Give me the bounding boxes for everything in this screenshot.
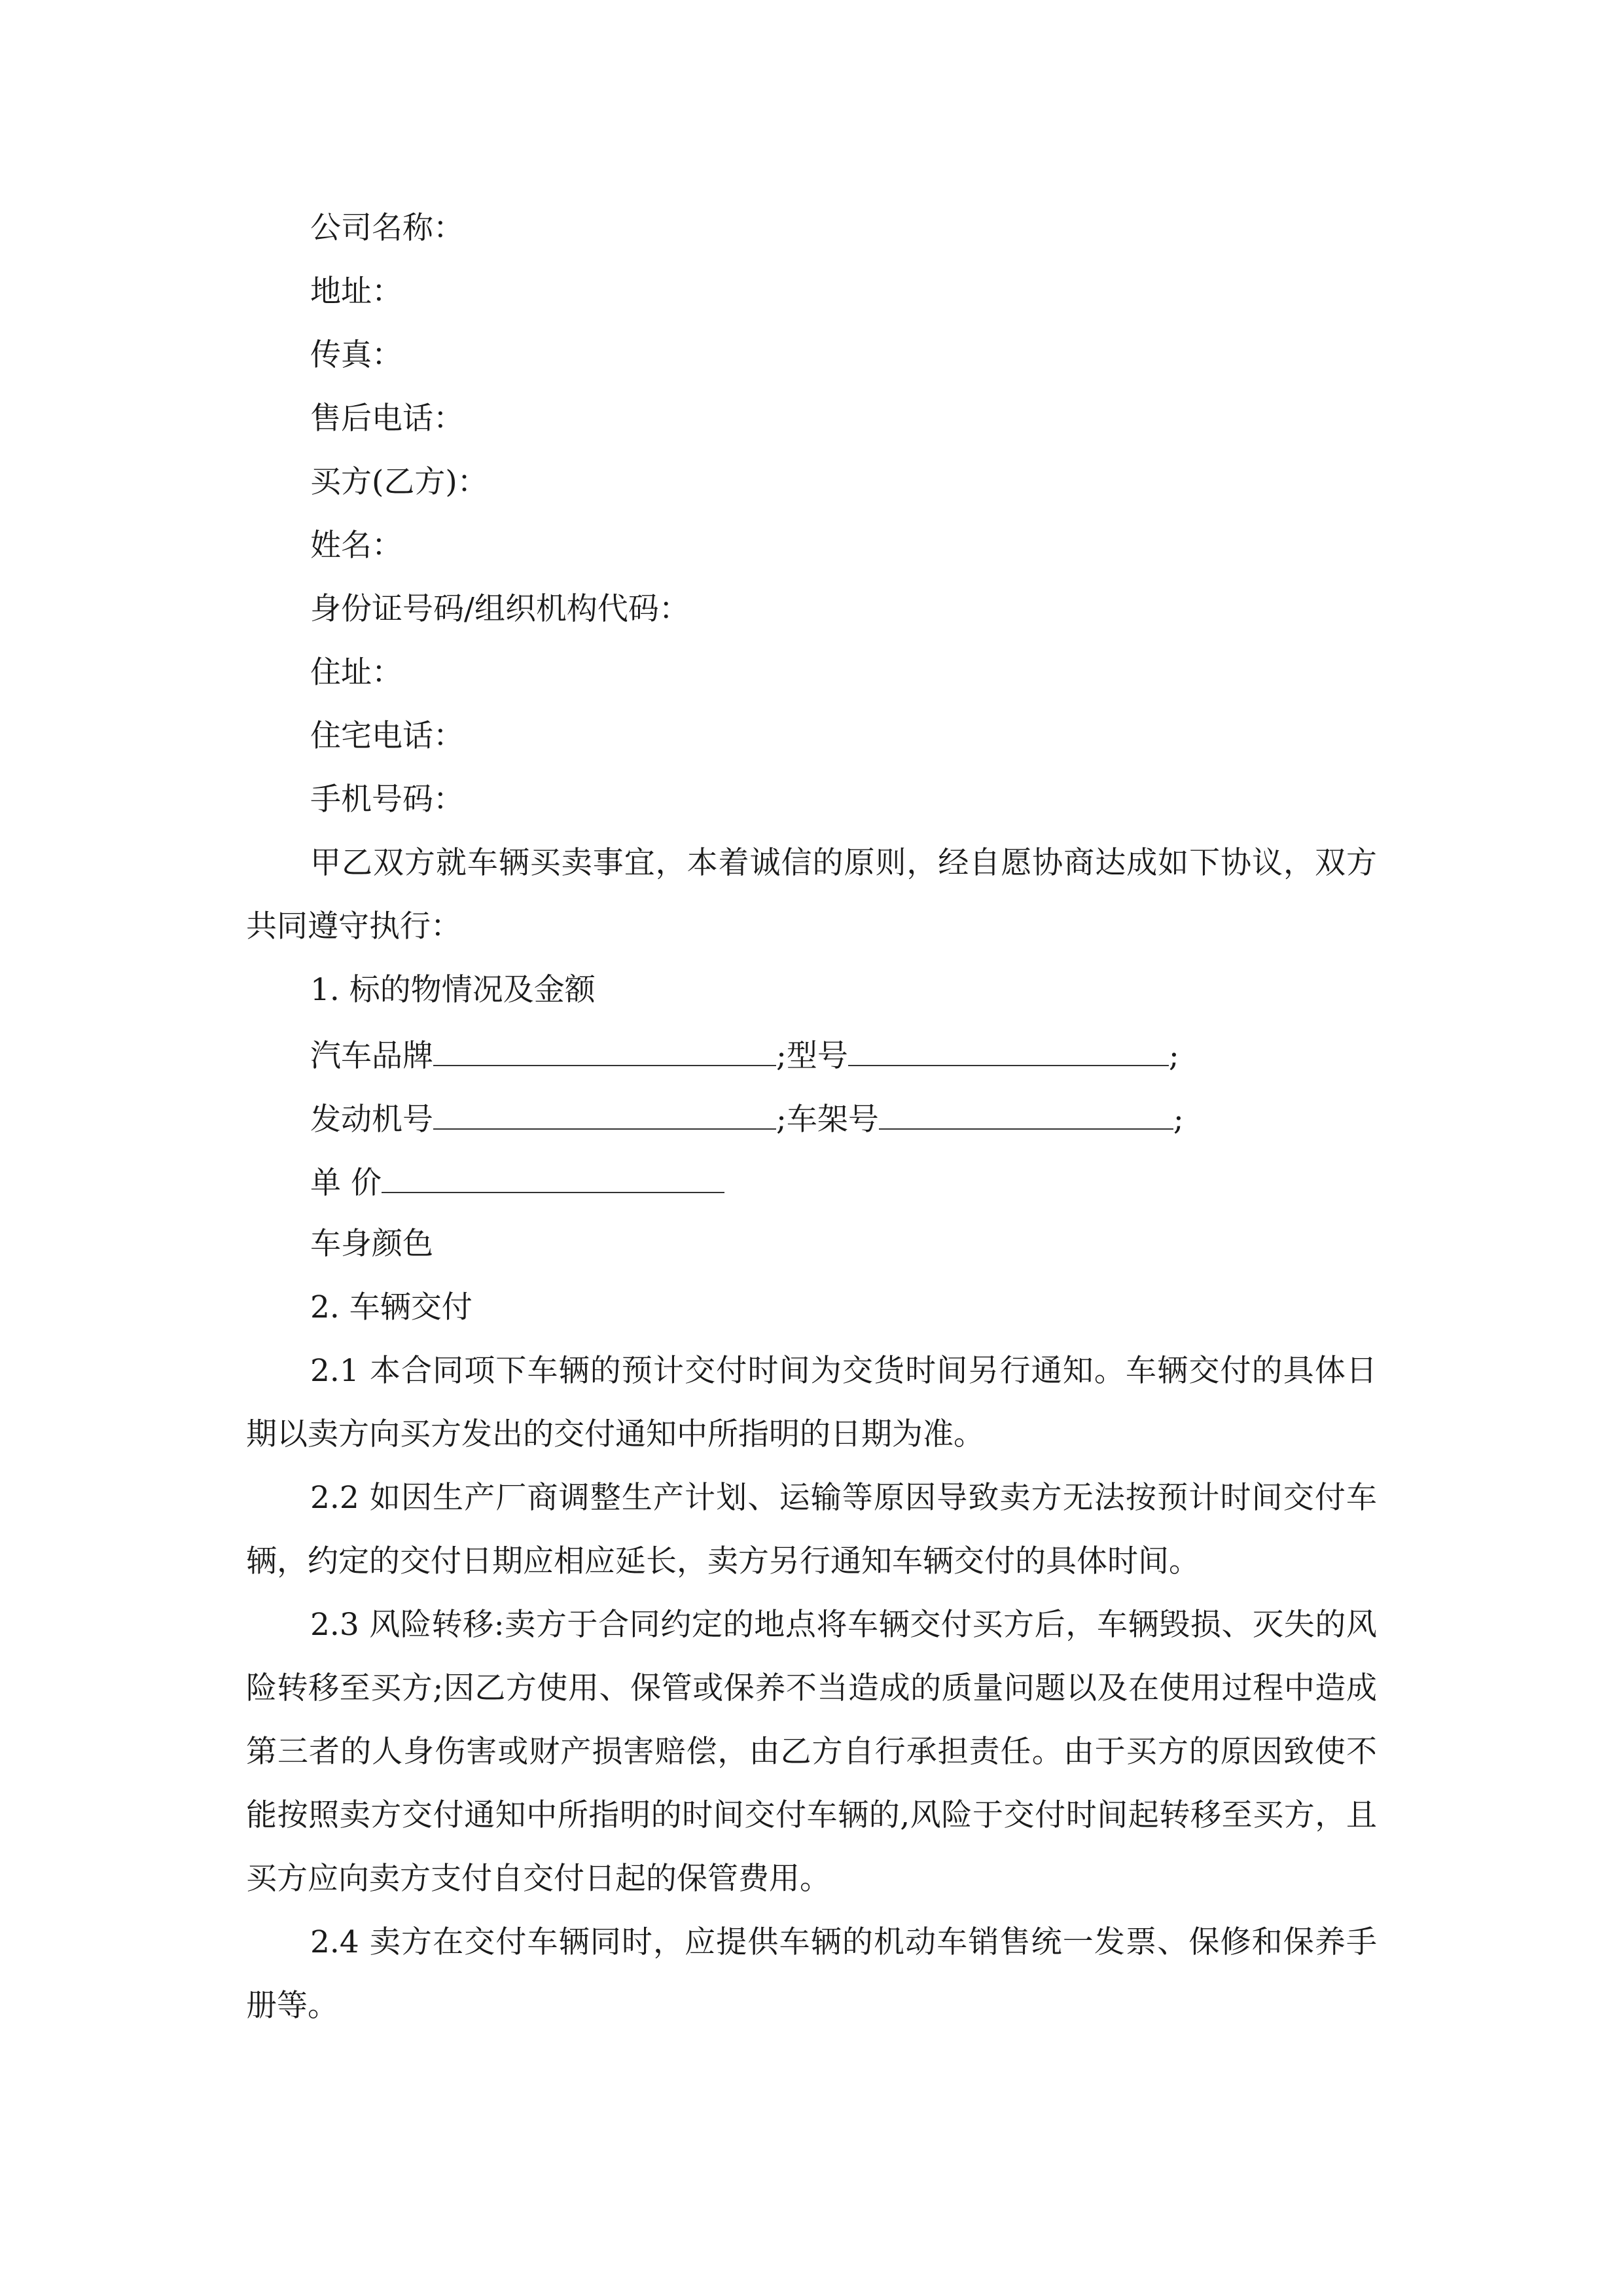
model-blank [848, 1022, 1169, 1066]
buyer-residence-field: 住址： [310, 655, 402, 691]
company-name-field: 公司名称： [310, 210, 464, 246]
semicolon: ; [1173, 1102, 1184, 1138]
clause-2-3: 2.3 风险转移:卖方于合同约定的地点将车辆交付买方后，车辆毁损、灭失的风险转移至买方;因乙方使用、保管或保养不当造成的质量问题以及在使用过程中造成第三者的人身伤害或财产损害赔偿，由乙方自行承担责任。由于买方的原因致使不能按照卖方交付通知中所指明的时间交付车辆的,风险于交付时间起转移至买方，且买方应向卖方支付自交付日起的保管费用。 [246, 1607, 1377, 1897]
section2-title: 2. 车辆交付 [310, 1289, 473, 1325]
buyer-name-field: 姓名： [310, 528, 402, 564]
price-label: 单 价 [310, 1165, 382, 1201]
frame-blank [879, 1085, 1173, 1130]
brand-blank [433, 1022, 776, 1066]
clause-2-4: 2.4 卖方在交付车辆同时，应提供车辆的机动车销售统一发票、保修和保养手册等。 [246, 1924, 1377, 2024]
buyer-heading: 买方(乙方)： [310, 464, 488, 500]
brand-model-row [246, 1022, 1377, 1085]
engine-blank [433, 1085, 776, 1130]
price-blank [382, 1149, 724, 1193]
color-row: 车身颜色 [310, 1226, 433, 1262]
buyer-home-phone-field: 住宅电话： [310, 718, 464, 754]
buyer-id-field: 身份证号码/组织机构代码： [310, 591, 690, 627]
frame-label: ;车架号 [776, 1102, 879, 1138]
brand-label: 汽车品牌 [310, 1038, 433, 1074]
buyer-mobile-field: 手机号码： [310, 781, 464, 817]
engine-label: 发动机号 [310, 1102, 433, 1138]
price-row [246, 1149, 1377, 1212]
clause-2-1: 2.1 本合同项下车辆的预计交付时间为交货时间另行通知。车辆交付的具体日期以卖方向买方发出的交付通知中所指明的日期为准。 [246, 1353, 1377, 1452]
contract-body [246, 196, 1377, 2037]
model-label: ;型号 [776, 1038, 848, 1074]
semicolon: ; [1168, 1038, 1179, 1074]
intro-paragraph: 甲乙双方就车辆买卖事宜，本着诚信的原则，经自愿协商达成如下协议，双方共同遵守执行： [246, 845, 1377, 944]
clause-2-2: 2.2 如因生产厂商调整生产计划、运输等原因导致卖方无法按预计时间交付车辆，约定的交付日期应相应延长，卖方另行通知车辆交付的具体时间。 [246, 1480, 1377, 1579]
service-phone-field: 售后电话： [310, 401, 464, 437]
address-field: 地址： [310, 274, 402, 310]
engine-frame-row [246, 1085, 1377, 1149]
section1-title: 1. 标的物情况及金额 [310, 972, 596, 1008]
fax-field: 传真： [310, 337, 402, 373]
